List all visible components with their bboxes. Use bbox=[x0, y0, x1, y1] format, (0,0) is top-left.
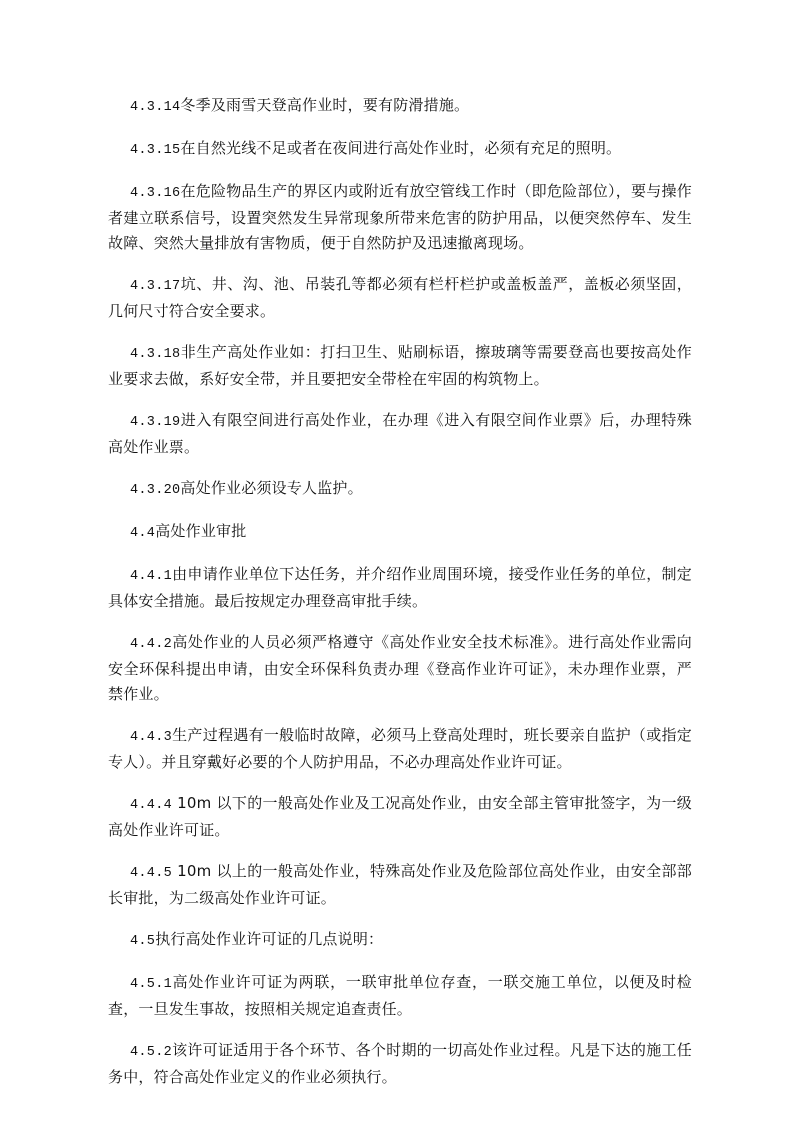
paragraph-text: 冬季及雨雪天登高作业时，要有防滑措施。 bbox=[180, 96, 470, 114]
section-title: 执行高处作业许可证的几点说明： bbox=[155, 930, 384, 948]
paragraph-4-3-19 bbox=[108, 408, 692, 460]
paragraph-4-3-16 bbox=[108, 179, 692, 256]
paragraph-number: 4.4.1 bbox=[130, 569, 173, 584]
paragraph-4-4-2 bbox=[108, 630, 692, 707]
paragraph-number: 4.3.16 bbox=[130, 186, 181, 201]
paragraph-number: 4.3.20 bbox=[130, 483, 181, 498]
paragraph-number: 4.3.18 bbox=[130, 347, 181, 362]
paragraph-4-3-14 bbox=[108, 93, 692, 120]
paragraph-text: 在自然光线不足或者在夜间进行高处作业时，必须有充足的照明。 bbox=[180, 139, 622, 157]
paragraph-4-3-20 bbox=[108, 476, 692, 503]
paragraph-number: 4.4.3 bbox=[130, 730, 173, 745]
paragraph-number: 4.4.5 bbox=[130, 866, 173, 881]
section-number: 4.4 bbox=[130, 526, 156, 541]
paragraph-text: 在危险物品生产的界区内或附近有放空管线工作时（即危险部位），要与操作者建立联系信号，设置突然发生异常现象所带来危害的防护用品，以便突然停车、发生故障、突然大量排放有害物质，便于自然防护及迅速撤离现场。 bbox=[108, 182, 692, 252]
paragraph-4-3-17 bbox=[108, 272, 692, 324]
paragraph-4-4-3 bbox=[108, 723, 692, 775]
paragraph-text: 进入有限空间进行高处作业，在办理《进入有限空间作业票》后，办理特殊高处作业票。 bbox=[108, 411, 692, 456]
paragraph-4-4-5 bbox=[108, 859, 692, 911]
paragraph-4-5-2 bbox=[108, 1038, 692, 1090]
paragraph-number: 4.3.17 bbox=[130, 279, 181, 294]
paragraph-text: 高处作业必须设专人监护。 bbox=[180, 479, 363, 497]
paragraph-text: 坑、井、沟、池、吊装孔等都必须有栏杆栏护或盖板盖严，盖板必须坚固，几何尺寸符合安全要求。 bbox=[108, 275, 692, 320]
section-heading-4-5 bbox=[108, 927, 692, 954]
paragraph-number: 4.3.14 bbox=[130, 100, 181, 115]
paragraph-text: 由申请作业单位下达任务，并介绍作业周围环境，接受作业任务的单位，制定具体安全措施。最后按规定办理登高审批手续。 bbox=[108, 565, 692, 610]
paragraph-text: 非生产高处作业如：打扫卫生、贴刷标语，擦玻璃等需要登高也要按高处作业要求去做，系好安全带，并且要把安全带栓在牢固的构筑物上。 bbox=[108, 343, 692, 388]
paragraph-number: 4.3.15 bbox=[130, 143, 181, 158]
paragraph-number: 4.5.2 bbox=[130, 1045, 173, 1060]
paragraph-number: 4.3.19 bbox=[130, 415, 181, 430]
paragraph-4-3-15 bbox=[108, 136, 692, 163]
paragraph-text: 10m 以下的一般高处作业及工况高处作业，由安全部主管审批签字，为一级高处作业许可证。 bbox=[108, 794, 692, 839]
document-body bbox=[108, 93, 692, 1106]
paragraph-4-3-18 bbox=[108, 340, 692, 392]
paragraph-text: 10m 以上的一般高处作业，特殊高处作业及危险部位高处作业，由安全部部长审批，为二级高处作业许可证。 bbox=[108, 862, 692, 907]
paragraph-4-4-1 bbox=[108, 562, 692, 614]
paragraph-text: 该许可证适用于各个环节、各个时期的一切高处作业过程。凡是下达的施工任务中，符合高处作业定义的作业必须执行。 bbox=[108, 1041, 692, 1086]
paragraph-text: 高处作业许可证为两联，一联审批单位存查，一联交施工单位，以便及时检查，一旦发生事故，按照相关规定追查责任。 bbox=[108, 973, 692, 1018]
section-number: 4.5 bbox=[130, 934, 156, 949]
paragraph-number: 4.4.4 bbox=[130, 798, 173, 813]
paragraph-number: 4.4.2 bbox=[130, 637, 173, 652]
paragraph-text: 高处作业的人员必须严格遵守《高处作业安全技术标准》。进行高处作业需向安全环保科提出申请，由安全环保科负责办理《登高作业许可证》，未办理作业票，严禁作业。 bbox=[108, 633, 692, 703]
paragraph-number: 4.5.1 bbox=[130, 977, 173, 992]
paragraph-4-4-4 bbox=[108, 791, 692, 843]
section-title: 高处作业审批 bbox=[155, 522, 247, 540]
paragraph-text: 生产过程遇有一般临时故障，必须马上登高处理时，班长要亲自监护（或指定专人）。并且穿戴好必要的个人防护用品，不必办理高处作业许可证。 bbox=[108, 726, 692, 771]
paragraph-4-5-1 bbox=[108, 970, 692, 1022]
section-heading-4-4 bbox=[108, 519, 692, 546]
